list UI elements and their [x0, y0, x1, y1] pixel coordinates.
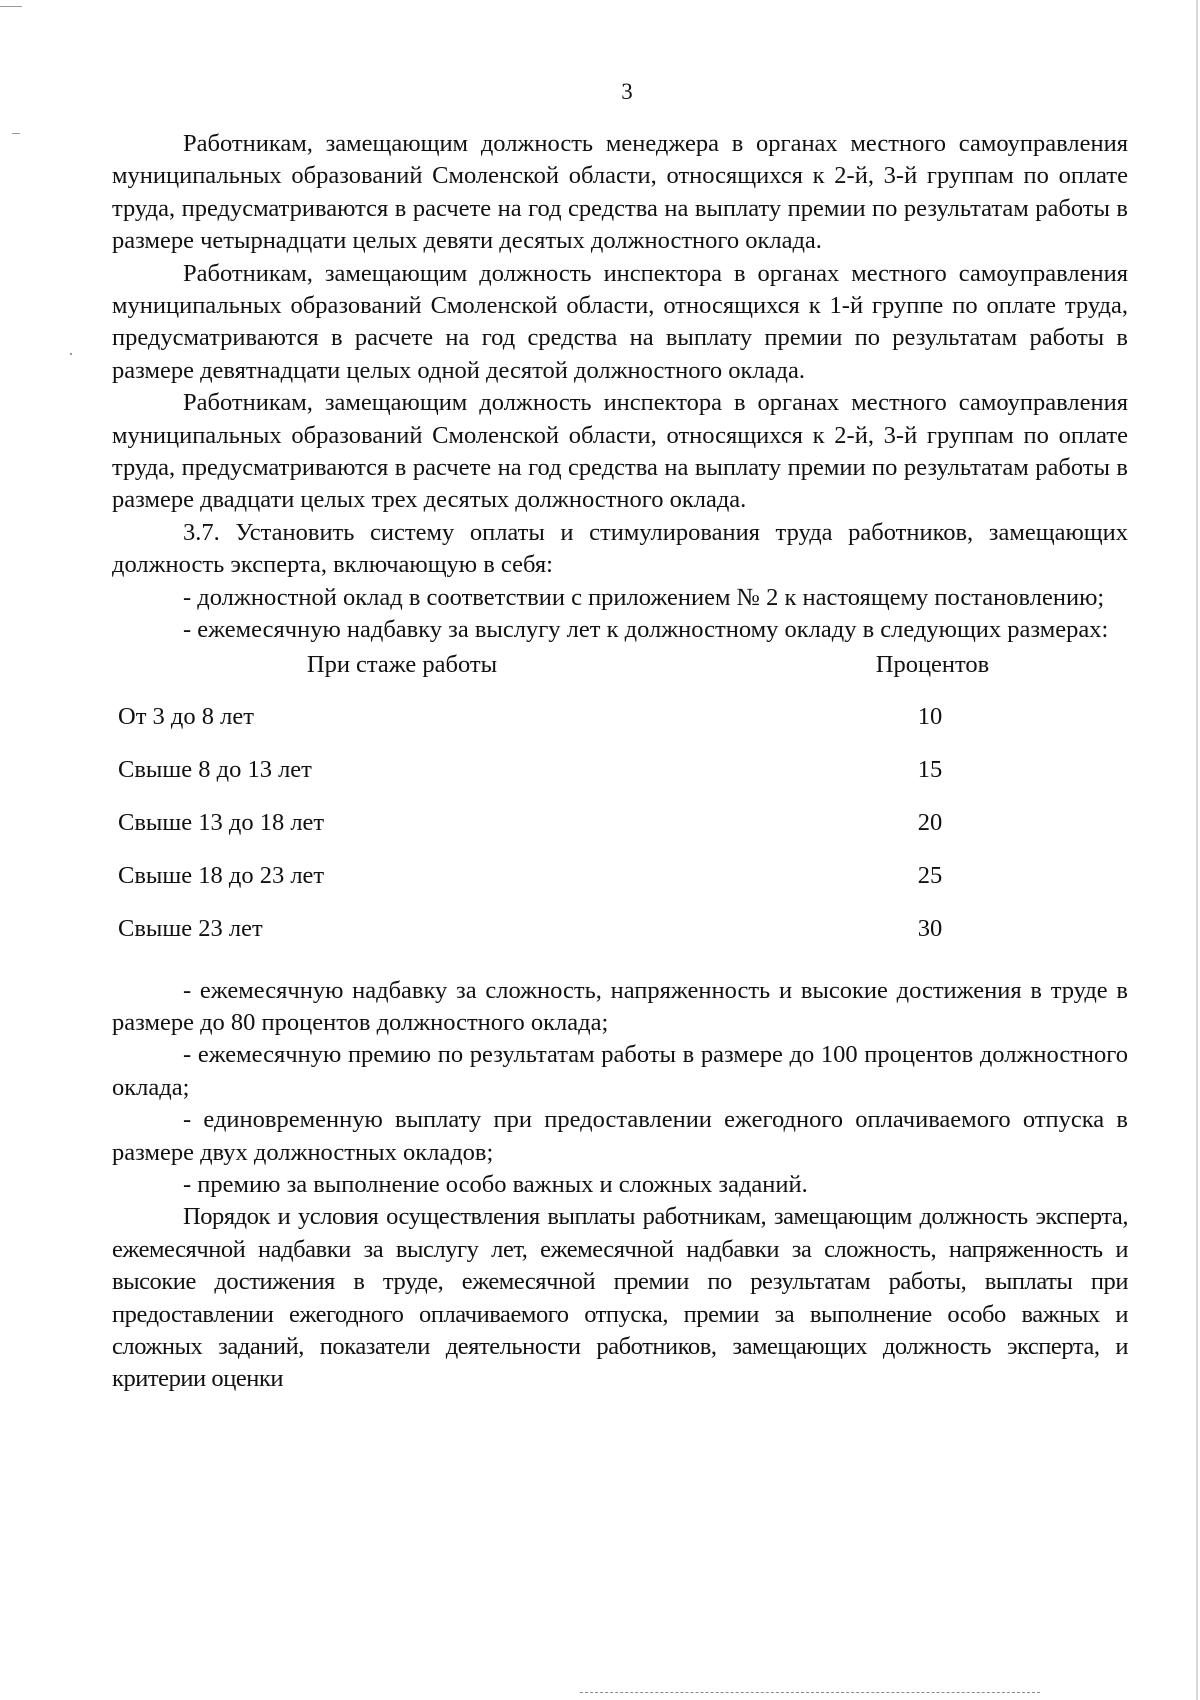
body-text-before-table: [112, 128, 1128, 647]
paragraph-section-3-7: 3.7. Установить систему оплаты и стимулирования труда работников, замещающих должность эксперта, включающую в себя:: [112, 518, 1128, 579]
table-cell-tenure: От 3 до 8 лет: [118, 702, 254, 730]
table-cell-percent: 15: [917, 755, 943, 783]
table-row: [112, 809, 1128, 862]
table-header-percent: Процентов: [875, 650, 990, 678]
scan-edge-line: [1196, 0, 1198, 1700]
paragraph-inspector-group1-premium: Работникам, замещающим должность инспектора в органах местного самоуправления муниципальных образований Смоленской области, относящихся к 1-й группе по оплате труда, предусматриваются в расчете на год средства на выплату премии по результатам работы в размере девятнадцати целых одной десятой должностного оклада.: [112, 259, 1128, 384]
table-cell-tenure: Свыше 18 до 23 лет: [118, 861, 325, 889]
paragraph-manager-premium: Работникам, замещающим должность менеджера в органах местного самоуправления муниципальных образований Смоленской области, относящихся к 2-й, 3-й группам по оплате труда, предусматриваются в расчете на год средства на выплату премии по результатам работы в размере четырнадцати целых девяти десятых должностного оклада.: [112, 130, 1128, 255]
list-item-monthly-premium: - ежемесячную премию по результатам работы в размере до 100 процентов должностного оклада;: [112, 1041, 1128, 1101]
table-cell-percent: 30: [917, 914, 943, 942]
table-cell-percent: 20: [917, 808, 943, 836]
scan-mark-dot: [70, 353, 72, 355]
scan-mark-left: [12, 133, 20, 134]
table-row: [112, 862, 1128, 915]
list-item-vacation-payment: - единовременную выплату при предоставлении ежегодного оплачиваемого отпуска в размере двух должностных окладов;: [112, 1106, 1128, 1166]
paragraph-inspector-group23-premium: Работникам, замещающим должность инспектора в органах местного самоуправления муниципальных образований Смоленской области, относящихся к 2-й, 3-й группам по оплате труда, предусматриваются в расчете на год средства на выплату премии по результатам работы в размере двадцати целых трех десятых должностного оклада.: [112, 389, 1128, 514]
scan-bottom-rule: [580, 1692, 1040, 1694]
table-header-tenure: При стаже работы: [306, 650, 498, 678]
table-cell-percent: 10: [917, 702, 943, 730]
tenure-bonus-table: [112, 651, 1128, 968]
table-cell-tenure: Свыше 13 до 18 лет: [118, 808, 325, 836]
table-row: [112, 756, 1128, 809]
body-text-after-table: [112, 975, 1128, 1396]
table-row: [112, 703, 1128, 756]
document-page: [112, 76, 1128, 1396]
table-cell-tenure: Свыше 23 лет: [118, 914, 263, 942]
table-cell-tenure: Свыше 8 до 13 лет: [118, 755, 312, 783]
list-item-salary: - должностной оклад в соответствии с приложением № 2 к настоящему постановлению;: [183, 583, 1105, 611]
page-number: 3: [621, 79, 633, 104]
table-row: [112, 915, 1128, 968]
scan-mark-top-left: [0, 6, 22, 7]
list-item-tenure-bonus: - ежемесячную надбавку за выслугу лет к должностному окладу в следующих размерах:: [183, 616, 1109, 644]
table-header-row: [112, 651, 1128, 703]
list-item-complexity-bonus: - ежемесячную надбавку за сложность, напряженность и высокие достижения в труде в размере до 80 процентов должностного оклада;: [112, 976, 1128, 1036]
table-cell-percent: 25: [917, 861, 943, 889]
list-item-special-tasks-premium: - премию за выполнение особо важных и сложных заданий.: [183, 1170, 808, 1198]
paragraph-payment-procedure: Порядок и условия осуществления выплаты работникам, замещающим должность эксперта, ежемесячной надбавки за выслугу лет, ежемесячной надбавки за сложность, напряженность и высокие достижения в труде, ежемесячной премии по результатам работы, выплаты при предоставлении ежегодного оплачиваемого отпуска, премии за выполнение особо важных и сложных заданий, показатели деятельности работников, замещающих должность эксперта, и критерии оценки: [112, 1203, 1128, 1393]
